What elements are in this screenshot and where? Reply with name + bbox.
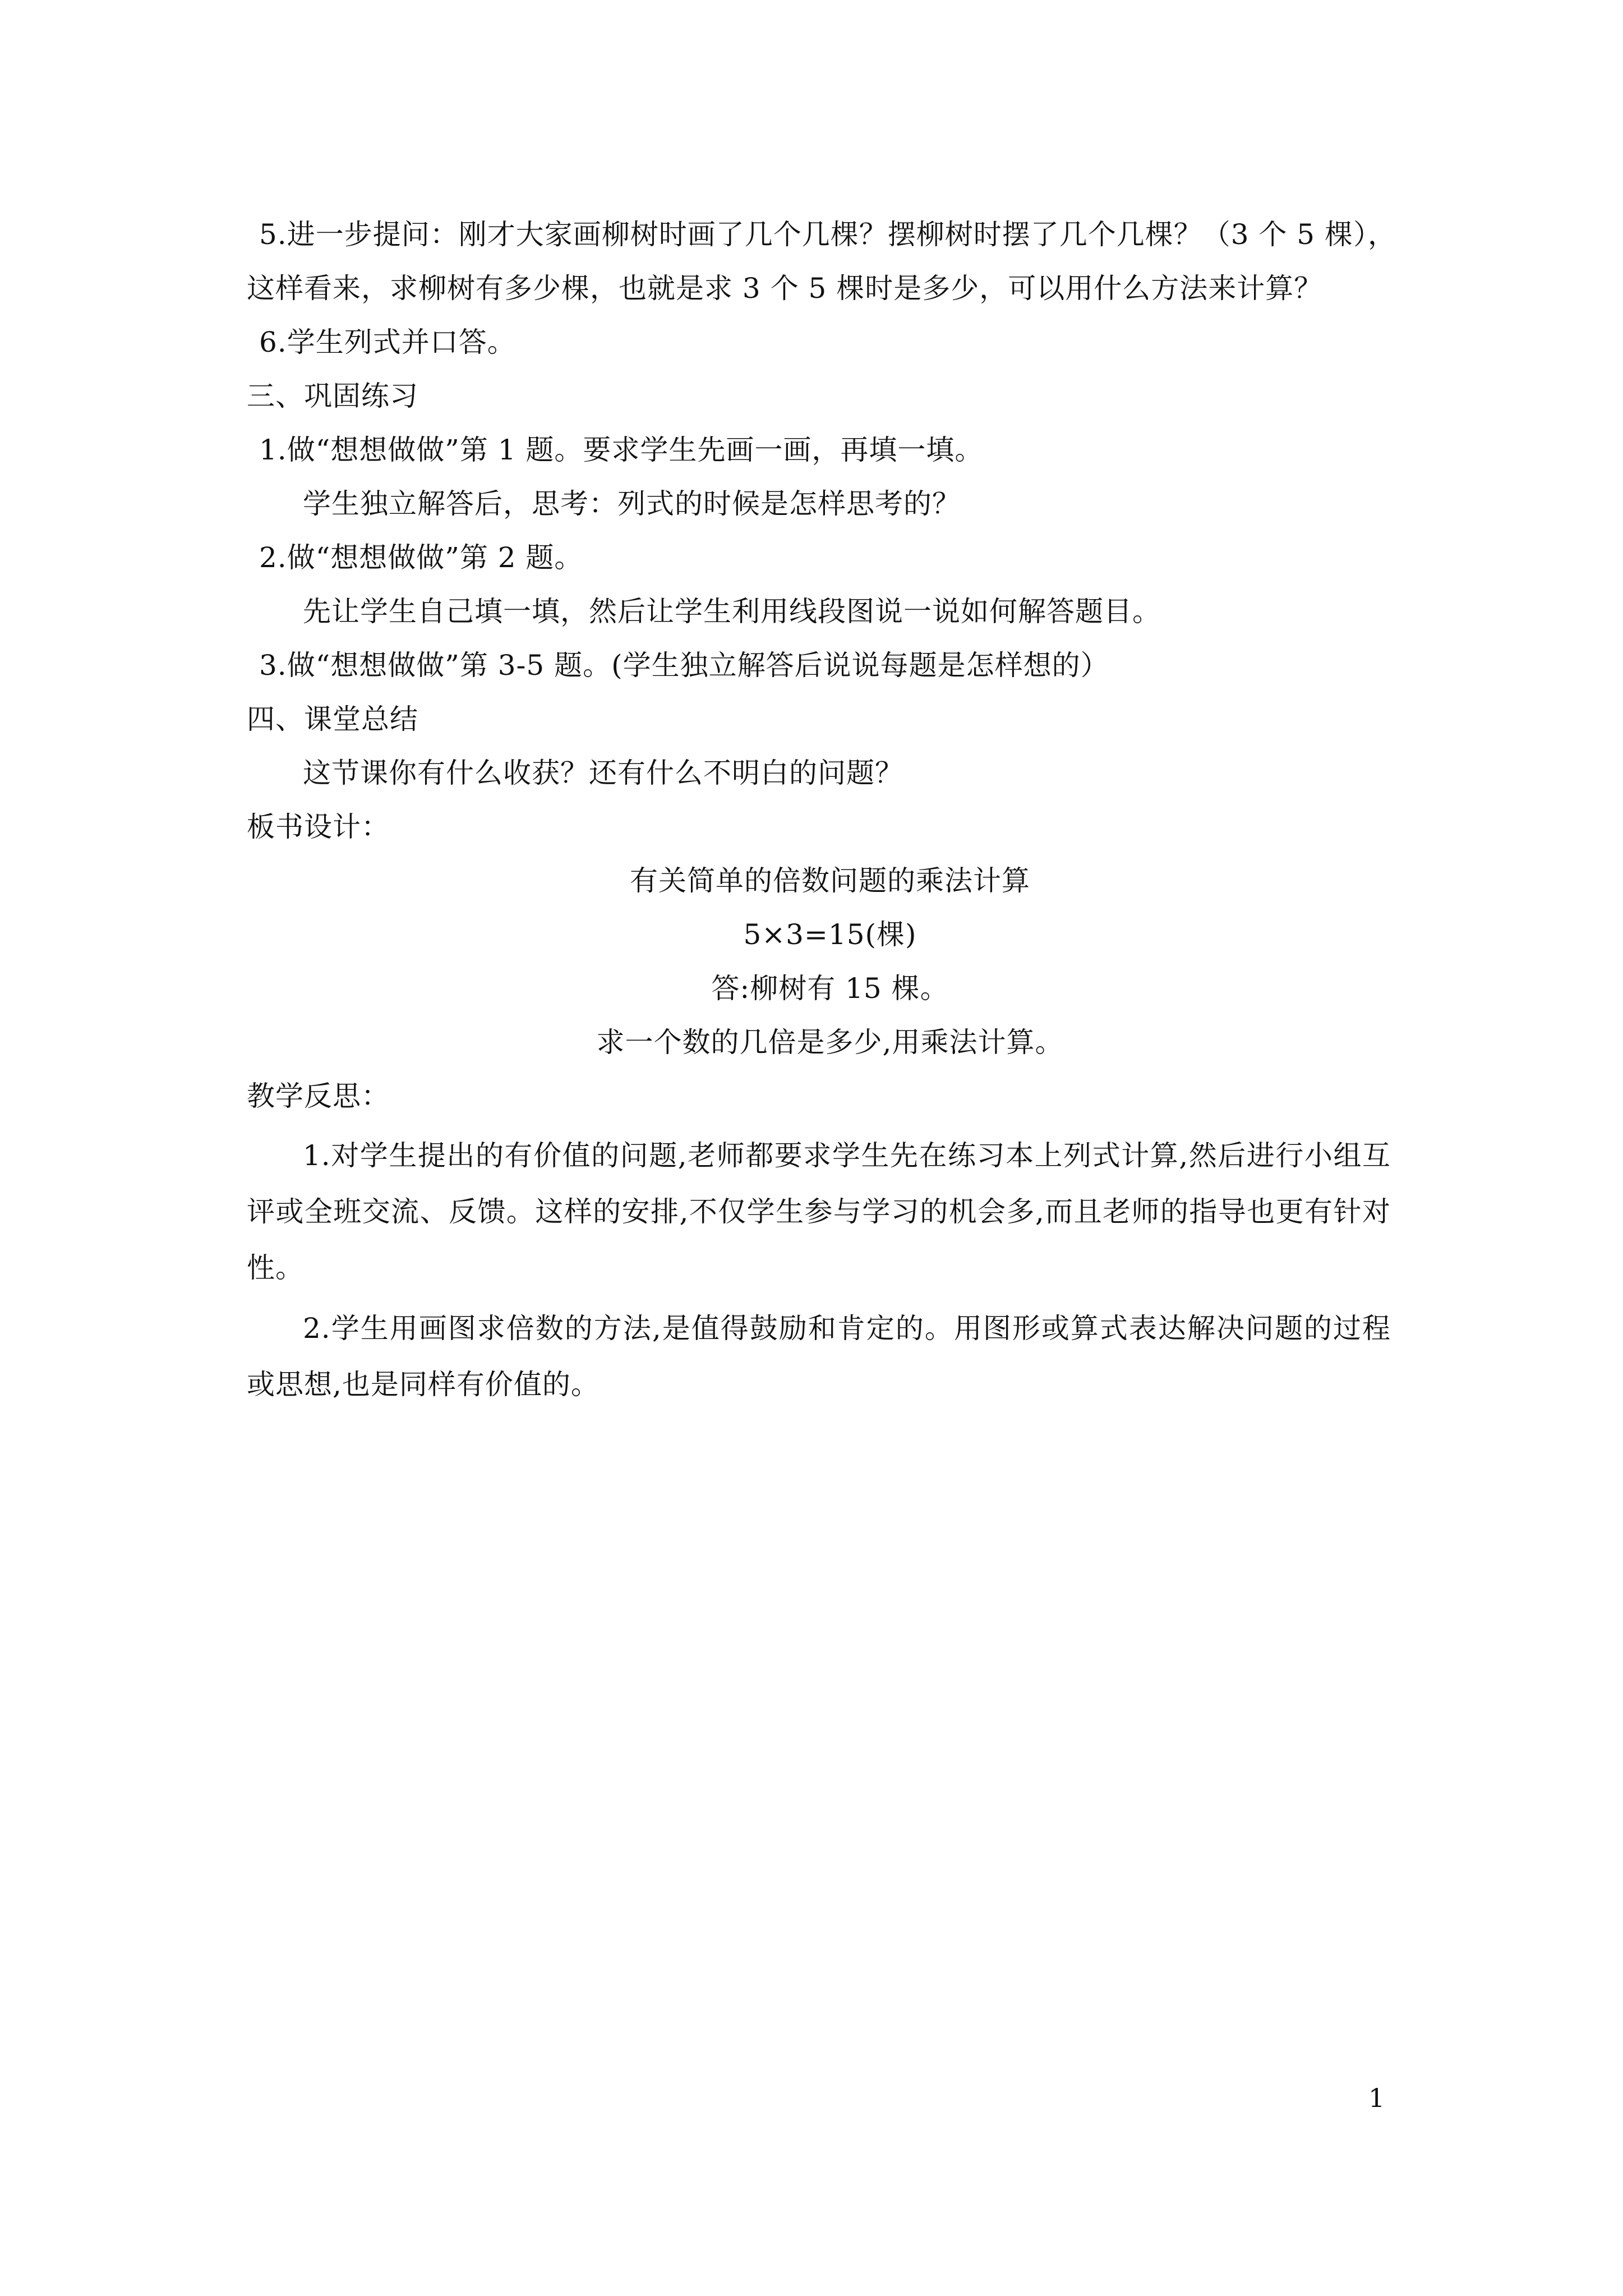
page-number: 1: [1368, 2083, 1385, 2113]
section-heading-summary: 四、课堂总结: [247, 703, 418, 735]
board-answer: 答:柳树有 15 棵。: [711, 972, 949, 1005]
section-heading-practice: 三、巩固练习: [247, 380, 418, 412]
text-line-step-5: 5.进一步提问：刚才大家画柳树时画了几个几棵？摆柳树时摆了几个几棵？（3 个 5 棵），: [259, 218, 1397, 251]
text-line-practice-2: 2.做“想想做做”第 2 题。: [259, 541, 583, 574]
reflection-paragraph-2: 2.学生用画图求倍数的方法,是值得鼓励和肯定的。用图形或算式表达解决问题的过程或思想,也是同样有价值的。: [247, 1312, 1391, 1401]
spacer: [247, 1123, 1391, 1128]
text-line-practice-3: 3.做“想想做做”第 3-5 题。(学生独立解答后说说每题是怎样想的）: [259, 649, 1109, 682]
section-heading-board: 板书设计：: [247, 811, 390, 843]
text-line-practice-1: 1.做“想想做做”第 1 题。要求学生先画一画，再填一填。: [259, 434, 984, 466]
board-title: 有关简单的倍数问题的乘法计算: [630, 864, 1030, 897]
text-line-practice-1-detail: 学生独立解答后，思考：列式的时候是怎样思考的？: [303, 487, 961, 520]
text-line-practice-2-detail: 先让学生自己填一填，然后让学生利用线段图说一说如何解答题目。: [303, 595, 1161, 628]
board-rule: 求一个数的几倍是多少,用乘法计算。: [596, 1026, 1064, 1059]
spacer: [247, 1296, 1391, 1300]
text-line-step-6: 6.学生列式并口答。: [259, 326, 516, 358]
text-line-step-5-cont: 这样看来，求柳树有多少棵，也就是求 3 个 5 棵时是多少，可以用什么方法来计算？: [247, 272, 1323, 305]
text-line-summary: 这节课你有什么收获？还有什么不明白的问题？: [303, 757, 903, 789]
board-equation: 5×3=15(棵): [743, 918, 917, 951]
section-heading-reflection: 教学反思：: [247, 1080, 390, 1112]
reflection-paragraph-1: 1.对学生提出的有价值的问题,老师都要求学生先在练习本上列式计算,然后进行小组互评或全班交流、反馈。这样的安排,不仅学生参与学习的机会多,而且老师的指导也更有针对性。: [247, 1139, 1391, 1284]
document-body: [247, 208, 1397, 1412]
